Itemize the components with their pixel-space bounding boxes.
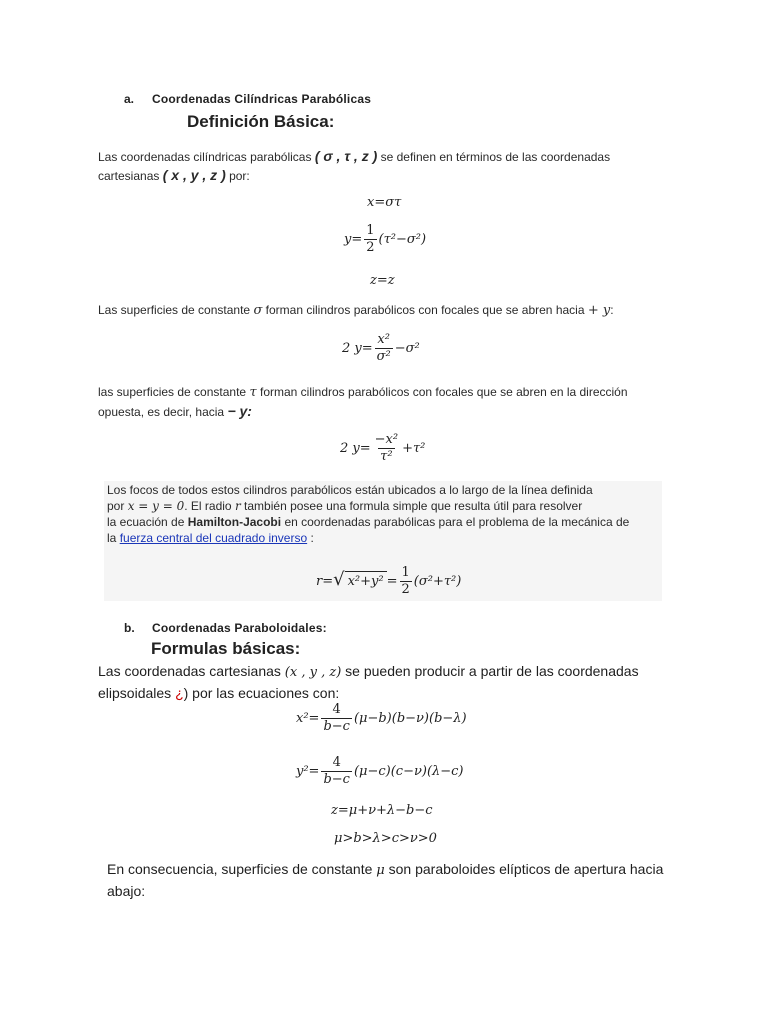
box-line-2b: . El radio bbox=[184, 499, 232, 513]
box-line-2c: también posee una formula simple que resulta útil para resolver bbox=[244, 499, 583, 513]
eq3-lhs: 2 y= bbox=[340, 441, 371, 456]
intro-text-1: Las coordenadas cilíndricas parabólicas bbox=[98, 150, 312, 164]
frac-den: b−c bbox=[323, 772, 350, 787]
inverse-square-force-link[interactable]: fuerza central del cuadrado inverso bbox=[119, 531, 308, 545]
final-text-1: En consecuencia, superficies de constante bbox=[107, 861, 373, 877]
box-line-1: Los focos de todos estos cilindros parabólicos están ubicados a lo largo de la línea definida bbox=[107, 483, 593, 497]
eqb1-lhs: x²= bbox=[296, 711, 320, 726]
eqb2-lhs: y²= bbox=[296, 764, 320, 779]
b-intro-text-4: ) por las ecuaciones con: bbox=[183, 685, 340, 701]
eq2-rhs: −σ² bbox=[394, 341, 420, 356]
radius-fraction bbox=[400, 566, 412, 597]
sigma-symbol: σ bbox=[253, 303, 263, 318]
b-intro-text-1: Las coordenadas cartesianas bbox=[98, 663, 281, 679]
intro-text-4: por: bbox=[229, 169, 250, 183]
equation-y-fraction bbox=[364, 224, 376, 255]
section-b-title: Coordenadas Paraboloidales: bbox=[152, 621, 327, 635]
frac-num: x² bbox=[377, 332, 390, 347]
eq3-rhs: +τ² bbox=[402, 441, 426, 456]
frac-den: b−c bbox=[323, 719, 350, 734]
equation-y-rhs: (τ²−σ²) bbox=[378, 232, 427, 247]
intro-vars-x-y-z: ( x , y , z ) bbox=[162, 167, 226, 183]
eq2-fraction bbox=[375, 333, 393, 364]
eqb2-rhs: (μ−c)(c−ν)(λ−c) bbox=[353, 764, 464, 779]
inverted-question-mark: ¿ bbox=[175, 685, 184, 701]
tau-surfaces-text bbox=[98, 383, 678, 421]
equation-tau-surface bbox=[340, 433, 425, 464]
section-a-title: Coordenadas Cilíndricas Parabólicas bbox=[152, 92, 372, 106]
box-math-xy: x = y = 0 bbox=[127, 499, 185, 513]
b-intro-text-2: se pueden producir a partir de las coordenadas bbox=[345, 663, 639, 679]
frac-num: −x² bbox=[374, 432, 399, 447]
hamilton-jacobi-bold: Hamilton-Jacobi bbox=[187, 515, 282, 529]
tau-text-3: opuesta, es decir, hacia bbox=[98, 405, 225, 419]
section-a-subheading: Definición Básica: bbox=[187, 112, 335, 131]
tau-text-2: forman cilindros parabólicos con focales que se abren en la dirección bbox=[259, 385, 628, 399]
equation-sigma-surface bbox=[342, 333, 420, 364]
frac-num: 4 bbox=[332, 755, 341, 770]
equation-z-sum: z=μ+ν+λ−b−c bbox=[331, 803, 433, 818]
box-line-2a: por bbox=[107, 499, 125, 513]
equation-y-squared bbox=[296, 756, 464, 787]
intro-text-3: cartesianas bbox=[98, 169, 160, 183]
section-a-letter: a. bbox=[124, 92, 135, 106]
equation-y-lhs: y= bbox=[344, 232, 363, 247]
eq3-fraction bbox=[373, 433, 400, 464]
box-line-4b: : bbox=[310, 531, 314, 545]
box-line-3a: la ecuación de bbox=[107, 515, 185, 529]
section-b-intro bbox=[98, 661, 668, 704]
intro-text-2: se definen en términos de las coordenadas bbox=[380, 150, 611, 164]
frac-num: 4 bbox=[332, 702, 341, 717]
sigma-surfaces-text bbox=[98, 301, 678, 320]
box-line-4a: la bbox=[107, 531, 117, 545]
frac-den: 2 bbox=[401, 582, 410, 597]
intro-vars-sigma-tau-z: ( σ , τ , z ) bbox=[314, 148, 378, 164]
equation-y bbox=[344, 224, 426, 255]
sigma-text-1: Las superficies de constante bbox=[98, 303, 251, 317]
mu-symbol: μ bbox=[376, 863, 385, 878]
section-b-letter: b. bbox=[124, 621, 135, 635]
sqrt-icon: √ bbox=[333, 569, 345, 590]
section-b-final bbox=[107, 859, 677, 902]
equation-x: x=στ bbox=[367, 195, 402, 210]
sigma-text-2: forman cilindros parabólicos con focales que se abren hacia bbox=[265, 303, 585, 317]
section-a-intro bbox=[98, 147, 658, 185]
radius-rhs: (σ²+τ²) bbox=[413, 574, 462, 589]
equation-radius bbox=[316, 566, 461, 597]
section-b-subheading: Formulas básicas: bbox=[151, 639, 301, 658]
sigma-end: : bbox=[610, 303, 614, 317]
frac-den: τ² bbox=[380, 449, 393, 464]
sigma-direction: + y bbox=[587, 303, 611, 318]
final-text-3: abajo: bbox=[107, 883, 146, 899]
b-intro-vars: (x , y , z) bbox=[284, 665, 342, 680]
eqb1-fraction bbox=[321, 703, 352, 734]
equation-z: z=z bbox=[370, 273, 395, 288]
radius-sqrt-content: x²+y² bbox=[345, 571, 387, 589]
foci-info-text bbox=[107, 482, 667, 546]
equation-inequality: μ>b>λ>c>ν>0 bbox=[334, 831, 437, 846]
equation-x-squared bbox=[296, 703, 467, 734]
radius-eq-mid: = bbox=[386, 574, 398, 589]
frac-num: 1 bbox=[366, 223, 375, 238]
frac-den: 2 bbox=[366, 240, 375, 255]
tau-direction: − y: bbox=[227, 403, 252, 419]
box-radius-symbol: r bbox=[234, 499, 241, 513]
radius-lhs: r= bbox=[316, 574, 334, 589]
eq2-lhs: 2 y= bbox=[342, 341, 373, 356]
b-intro-text-3: elipsoidales bbox=[98, 685, 172, 701]
eqb2-fraction bbox=[321, 756, 352, 787]
tau-text-1: las superficies de constante bbox=[98, 385, 247, 399]
tau-symbol: τ bbox=[249, 385, 257, 400]
eqb1-rhs: (μ−b)(b−ν)(b−λ) bbox=[353, 711, 467, 726]
box-line-3b: en coordenadas parabólicas para el problema de la mecánica de bbox=[284, 515, 630, 529]
frac-num: 1 bbox=[401, 565, 410, 580]
final-text-2: son paraboloides elípticos de apertura hacia bbox=[388, 861, 664, 877]
frac-den: σ² bbox=[376, 349, 391, 364]
